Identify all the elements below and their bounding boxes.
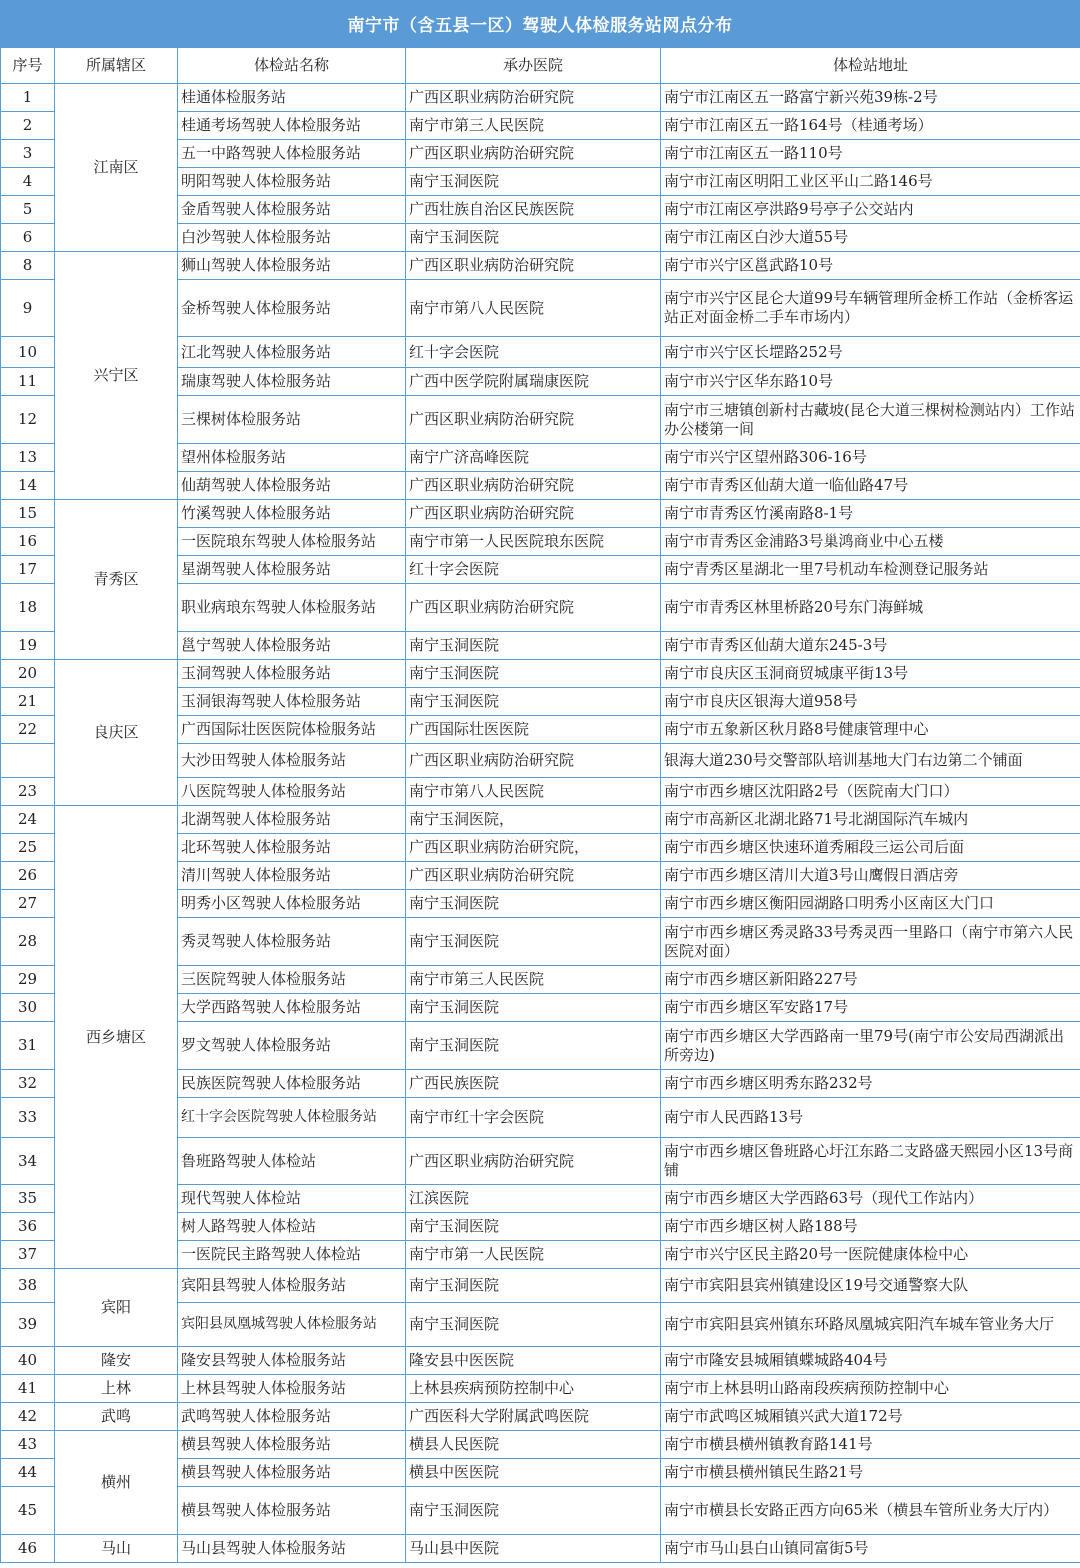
cell-station-name: 宾阳县驾驶人体检服务站: [178, 1269, 406, 1303]
cell-address: 南宁市马山县白山镇同富街5号: [661, 1535, 1080, 1563]
cell-no: 11: [1, 368, 55, 396]
cell-no: 2: [1, 112, 55, 140]
cell-station-name: 八医院驾驶人体检服务站: [178, 778, 406, 806]
cell-no: 26: [1, 862, 55, 890]
cell-address: 南宁市兴宁区邕武路10号: [661, 252, 1080, 280]
cell-station-name: 武鸣驾驶人体检服务站: [178, 1403, 406, 1431]
cell-no: 20: [1, 660, 55, 688]
cell-no: 12: [1, 396, 55, 444]
cell-no: 22: [1, 716, 55, 744]
header-no: 序号: [1, 48, 55, 84]
cell-hospital: 广西壮族自治区民族医院: [406, 196, 661, 224]
cell-station-name: 明阳驾驶人体检服务站: [178, 168, 406, 196]
cell-no: 14: [1, 472, 55, 500]
table-row: [1, 806, 1080, 834]
cell-address: 南宁市江南区亭洪路9号亭子公交站内: [661, 196, 1080, 224]
cell-hospital: 广西区职业病防治研究院: [406, 584, 661, 632]
cell-no: 21: [1, 688, 55, 716]
cell-no: 31: [1, 1022, 55, 1070]
cell-hospital: 南宁市第三人民医院: [406, 112, 661, 140]
cell-station-name: 上林县驾驶人体检服务站: [178, 1375, 406, 1403]
cell-station-name: 鲁班路驾驶人体检站: [178, 1138, 406, 1185]
cell-address: 南宁市青秀区金浦路3号巢鸿商业中心五楼: [661, 528, 1080, 556]
header-district: 所属辖区: [55, 48, 178, 84]
cell-district: 宾阳: [55, 1269, 178, 1347]
cell-no: 5: [1, 196, 55, 224]
cell-no: 4: [1, 168, 55, 196]
cell-hospital: 广西中医学院附属瑞康医院: [406, 368, 661, 396]
cell-station-name: 秀灵驾驶人体检服务站: [178, 918, 406, 966]
cell-address: 南宁市横县长安路正西方向65米（横县车管所业务大厅内）: [661, 1487, 1080, 1535]
cell-address: 南宁市江南区白沙大道55号: [661, 224, 1080, 252]
cell-station-name: 桂通体检服务站: [178, 84, 406, 112]
cell-station-name: 宾阳县凤凰城驾驶人体检服务站: [178, 1303, 406, 1347]
cell-no: [1, 744, 55, 778]
cell-no: 28: [1, 918, 55, 966]
cell-station-name: 玉洞驾驶人体检服务站: [178, 660, 406, 688]
cell-no: 36: [1, 1213, 55, 1241]
cell-station-name: 三棵树体检服务站: [178, 396, 406, 444]
cell-hospital: 横县中医医院: [406, 1459, 661, 1487]
cell-address: 南宁市宾阳县宾州镇东环路凤凰城宾阳汽车城车管业务大厅: [661, 1303, 1080, 1347]
cell-district: 横州: [55, 1431, 178, 1535]
cell-district: 兴宁区: [55, 252, 178, 500]
cell-district: 隆安: [55, 1347, 178, 1375]
cell-address: 南宁市兴宁区昆仑大道99号车辆管理所金桥工作站（金桥客运站正对面金桥二手车市场内）: [661, 280, 1080, 337]
cell-district: 良庆区: [55, 660, 178, 806]
cell-hospital: 南宁玉洞医院: [406, 1487, 661, 1535]
cell-no: 10: [1, 337, 55, 368]
cell-hospital: 南宁市第八人民医院: [406, 280, 661, 337]
cell-hospital: 江滨医院: [406, 1185, 661, 1213]
table-row: [1, 1269, 1080, 1303]
cell-address: 南宁市西乡塘区衡阳园湖路口明秀小区南区大门口: [661, 890, 1080, 918]
cell-station-name: 广西国际壮医医院体检服务站: [178, 716, 406, 744]
cell-station-name: 星湖驾驶人体检服务站: [178, 556, 406, 584]
table-row: [1, 500, 1080, 528]
cell-no: 38: [1, 1269, 55, 1303]
cell-station-name: 五一中路驾驶人体检服务站: [178, 140, 406, 168]
cell-hospital: 广西国际壮医医院: [406, 716, 661, 744]
cell-address: 南宁市人民西路13号: [661, 1098, 1080, 1138]
cell-station-name: 一医院民主路驾驶人体检站: [178, 1241, 406, 1269]
cell-hospital: 南宁玉洞医院: [406, 1303, 661, 1347]
cell-no: 43: [1, 1431, 55, 1459]
table-row: [1, 84, 1080, 112]
cell-hospital: 南宁市第一人民医院: [406, 1241, 661, 1269]
cell-station-name: 树人路驾驶人体检站: [178, 1213, 406, 1241]
cell-no: 19: [1, 632, 55, 660]
table-row: [1, 1375, 1080, 1403]
cell-address: 南宁市青秀区林里桥路20号东门海鲜城: [661, 584, 1080, 632]
cell-hospital: 南宁玉洞医院: [406, 688, 661, 716]
cell-address: 南宁市五象新区秋月路8号健康管理中心: [661, 716, 1080, 744]
cell-hospital: 广西区职业病防治研究院: [406, 140, 661, 168]
cell-no: 17: [1, 556, 55, 584]
header-hospital: 承办医院: [406, 48, 661, 84]
cell-address: 南宁市横县横州镇教育路141号: [661, 1431, 1080, 1459]
cell-hospital: 南宁玉洞医院: [406, 1022, 661, 1070]
cell-station-name: 现代驾驶人体检站: [178, 1185, 406, 1213]
cell-hospital: 上林县疾病预防控制中心: [406, 1375, 661, 1403]
cell-address: 南宁市良庆区银海大道958号: [661, 688, 1080, 716]
cell-no: 34: [1, 1138, 55, 1185]
cell-hospital: 红十字会医院: [406, 337, 661, 368]
cell-no: 41: [1, 1375, 55, 1403]
cell-no: 29: [1, 966, 55, 994]
cell-hospital: 南宁玉洞医院: [406, 994, 661, 1022]
cell-hospital: 广西区职业病防治研究院: [406, 396, 661, 444]
cell-hospital: 马山县中医院: [406, 1535, 661, 1563]
cell-no: 46: [1, 1535, 55, 1563]
cell-no: 40: [1, 1347, 55, 1375]
cell-station-name: 白沙驾驶人体检服务站: [178, 224, 406, 252]
cell-district: 青秀区: [55, 500, 178, 660]
cell-address: 南宁市青秀区仙葫大道一临仙路47号: [661, 472, 1080, 500]
cell-station-name: 瑞康驾驶人体检服务站: [178, 368, 406, 396]
cell-no: 25: [1, 834, 55, 862]
cell-address: 南宁市西乡塘区快速环道秀厢段三运公司后面: [661, 834, 1080, 862]
cell-no: 30: [1, 994, 55, 1022]
cell-station-name: 职业病琅东驾驶人体检服务站: [178, 584, 406, 632]
cell-hospital: 南宁玉洞医院: [406, 918, 661, 966]
cell-station-name: 红十字会医院驾驶人体检服务站: [178, 1098, 406, 1138]
cell-station-name: 江北驾驶人体检服务站: [178, 337, 406, 368]
cell-no: 13: [1, 444, 55, 472]
cell-no: 3: [1, 140, 55, 168]
cell-district: 马山: [55, 1535, 178, 1563]
cell-address: 南宁市西乡塘区鲁班路心圩江东路二支路盛天熙园小区13号商铺: [661, 1138, 1080, 1185]
cell-no: 15: [1, 500, 55, 528]
cell-district: 上林: [55, 1375, 178, 1403]
table-row: [1, 1347, 1080, 1375]
cell-hospital: 南宁市第八人民医院: [406, 778, 661, 806]
cell-no: 8: [1, 252, 55, 280]
cell-address: 南宁市宾阳县宾州镇建设区19号交通警察大队: [661, 1269, 1080, 1303]
cell-station-name: 北湖驾驶人体检服务站: [178, 806, 406, 834]
cell-hospital: 南宁市红十字会医院: [406, 1098, 661, 1138]
cell-hospital: 红十字会医院: [406, 556, 661, 584]
cell-station-name: 桂通考场驾驶人体检服务站: [178, 112, 406, 140]
cell-address: 南宁市青秀区仙葫大道东245-3号: [661, 632, 1080, 660]
cell-hospital: 南宁市第三人民医院: [406, 966, 661, 994]
cell-hospital: 广西医科大学附属武鸣医院: [406, 1403, 661, 1431]
cell-address: 南宁市武鸣区城厢镇兴武大道172号: [661, 1403, 1080, 1431]
cell-no: 37: [1, 1241, 55, 1269]
cell-hospital: 南宁玉洞医院，: [406, 806, 661, 834]
cell-no: 42: [1, 1403, 55, 1431]
cell-address: 南宁市江南区明阳工业区平山二路146号: [661, 168, 1080, 196]
cell-station-name: 大学西路驾驶人体检服务站: [178, 994, 406, 1022]
cell-address: 南宁市青秀区竹溪南路8-1号: [661, 500, 1080, 528]
cell-no: 24: [1, 806, 55, 834]
cell-station-name: 罗文驾驶人体检服务站: [178, 1022, 406, 1070]
cell-station-name: 民族医院驾驶人体检服务站: [178, 1070, 406, 1098]
cell-hospital: 广西区职业病防治研究院: [406, 1138, 661, 1185]
cell-no: 1: [1, 84, 55, 112]
cell-address: 南宁市兴宁区望州路306-16号: [661, 444, 1080, 472]
cell-station-name: 隆安县驾驶人体检服务站: [178, 1347, 406, 1375]
cell-district: 武鸣: [55, 1403, 178, 1431]
cell-address: 银海大道230号交警部队培训基地大门右边第二个铺面: [661, 744, 1080, 778]
cell-hospital: 广西区职业病防治研究院: [406, 500, 661, 528]
cell-station-name: 横县驾驶人体检服务站: [178, 1431, 406, 1459]
cell-address: 南宁市西乡塘区大学西路63号（现代工作站内）: [661, 1185, 1080, 1213]
cell-address: 南宁市三塘镇创新村古藏坡(昆仑大道三棵树检测站内）工作站办公楼第一间: [661, 396, 1080, 444]
cell-hospital: 南宁玉洞医院: [406, 890, 661, 918]
cell-hospital: 广西区职业病防治研究院: [406, 744, 661, 778]
cell-address: 南宁市西乡塘区树人路188号: [661, 1213, 1080, 1241]
cell-address: 南宁市上林县明山路南段疾病预防控制中心: [661, 1375, 1080, 1403]
cell-station-name: 清川驾驶人体检服务站: [178, 862, 406, 890]
cell-station-name: 一医院琅东驾驶人体检服务站: [178, 528, 406, 556]
table-body: [1, 84, 1080, 1563]
cell-address: 南宁市兴宁区民主路20号一医院健康体检中心: [661, 1241, 1080, 1269]
cell-hospital: 南宁玉洞医院: [406, 1213, 661, 1241]
cell-station-name: 大沙田驾驶人体检服务站: [178, 744, 406, 778]
cell-hospital: 南宁市第一人民医院琅东医院: [406, 528, 661, 556]
cell-hospital: 南宁玉洞医院: [406, 660, 661, 688]
cell-address: 南宁青秀区星湖北一里7号机动车检测登记服务站: [661, 556, 1080, 584]
cell-hospital: 隆安县中医医院: [406, 1347, 661, 1375]
cell-address: 南宁市西乡塘区新阳路227号: [661, 966, 1080, 994]
cell-station-name: 仙葫驾驶人体检服务站: [178, 472, 406, 500]
cell-no: 27: [1, 890, 55, 918]
cell-address: 南宁市江南区五一路富宁新兴苑39栋-2号: [661, 84, 1080, 112]
header-station-name: 体检站名称: [178, 48, 406, 84]
cell-station-name: 邕宁驾驶人体检服务站: [178, 632, 406, 660]
cell-no: 35: [1, 1185, 55, 1213]
cell-station-name: 金桥驾驶人体检服务站: [178, 280, 406, 337]
cell-district: 江南区: [55, 84, 178, 252]
cell-hospital: 广西区职业病防治研究院，: [406, 834, 661, 862]
cell-address: 南宁市兴宁区华东路10号: [661, 368, 1080, 396]
cell-no: 33: [1, 1098, 55, 1138]
cell-no: 16: [1, 528, 55, 556]
table-row: [1, 660, 1080, 688]
cell-address: 南宁市西乡塘区大学西路南一里79号(南宁市公安局西湖派出所旁边): [661, 1022, 1080, 1070]
cell-hospital: 广西区职业病防治研究院: [406, 472, 661, 500]
cell-station-name: 横县驾驶人体检服务站: [178, 1459, 406, 1487]
cell-no: 9: [1, 280, 55, 337]
cell-hospital: 横县人民医院: [406, 1431, 661, 1459]
cell-address: 南宁市西乡塘区明秀东路232号: [661, 1070, 1080, 1098]
cell-hospital: 广西民族医院: [406, 1070, 661, 1098]
cell-no: 44: [1, 1459, 55, 1487]
cell-address: 南宁市西乡塘区清川大道3号山鹰假日酒店旁: [661, 862, 1080, 890]
cell-station-name: 北环驾驶人体检服务站: [178, 834, 406, 862]
cell-station-name: 狮山驾驶人体检服务站: [178, 252, 406, 280]
cell-address: 南宁市高新区北湖北路71号北湖国际汽车城内: [661, 806, 1080, 834]
cell-station-name: 竹溪驾驶人体检服务站: [178, 500, 406, 528]
cell-address: 南宁市西乡塘区沈阳路2号（医院南大门口）: [661, 778, 1080, 806]
cell-station-name: 明秀小区驾驶人体检服务站: [178, 890, 406, 918]
cell-station-name: 横县驾驶人体检服务站: [178, 1487, 406, 1535]
cell-station-name: 金盾驾驶人体检服务站: [178, 196, 406, 224]
cell-address: 南宁市横县横州镇民生路21号: [661, 1459, 1080, 1487]
cell-no: 23: [1, 778, 55, 806]
table-row: [1, 1431, 1080, 1459]
table-row: [1, 1535, 1080, 1563]
table-row: [1, 1403, 1080, 1431]
cell-hospital: 南宁玉洞医院: [406, 1269, 661, 1303]
header-row: [1, 48, 1080, 84]
cell-no: 39: [1, 1303, 55, 1347]
cell-address: 南宁市江南区五一路110号: [661, 140, 1080, 168]
cell-address: 南宁市西乡塘区秀灵路33号秀灵西一里路口（南宁市第六人民医院对面）: [661, 918, 1080, 966]
table-title: 南宁市（含五县一区）驾驶人体检服务站网点分布: [0, 0, 1080, 47]
cell-address: 南宁市隆安县城厢镇蝶城路404号: [661, 1347, 1080, 1375]
cell-hospital: 南宁玉洞医院: [406, 632, 661, 660]
cell-no: 6: [1, 224, 55, 252]
cell-district: 西乡塘区: [55, 806, 178, 1269]
cell-hospital: 南宁玉洞医院: [406, 224, 661, 252]
cell-station-name: 玉洞银海驾驶人体检服务站: [178, 688, 406, 716]
cell-address: 南宁市良庆区玉洞商贸城康平街13号: [661, 660, 1080, 688]
cell-station-name: 望州体检服务站: [178, 444, 406, 472]
table-row: [1, 252, 1080, 280]
cell-hospital: 南宁玉洞医院: [406, 168, 661, 196]
cell-station-name: 三医院驾驶人体检服务站: [178, 966, 406, 994]
cell-station-name: 马山县驾驶人体检服务站: [178, 1535, 406, 1563]
cell-hospital: 南宁广济高峰医院: [406, 444, 661, 472]
header-address: 体检站地址: [661, 48, 1080, 84]
cell-no: 32: [1, 1070, 55, 1098]
cell-hospital: 广西区职业病防治研究院: [406, 84, 661, 112]
station-table: [0, 47, 1080, 1563]
cell-no: 18: [1, 584, 55, 632]
cell-hospital: 广西区职业病防治研究院: [406, 252, 661, 280]
cell-address: 南宁市江南区五一路164号（桂通考场）: [661, 112, 1080, 140]
cell-address: 南宁市西乡塘区军安路17号: [661, 994, 1080, 1022]
cell-hospital: 广西区职业病防治研究院: [406, 862, 661, 890]
cell-address: 南宁市兴宁区长堽路252号: [661, 337, 1080, 368]
cell-no: 45: [1, 1487, 55, 1535]
